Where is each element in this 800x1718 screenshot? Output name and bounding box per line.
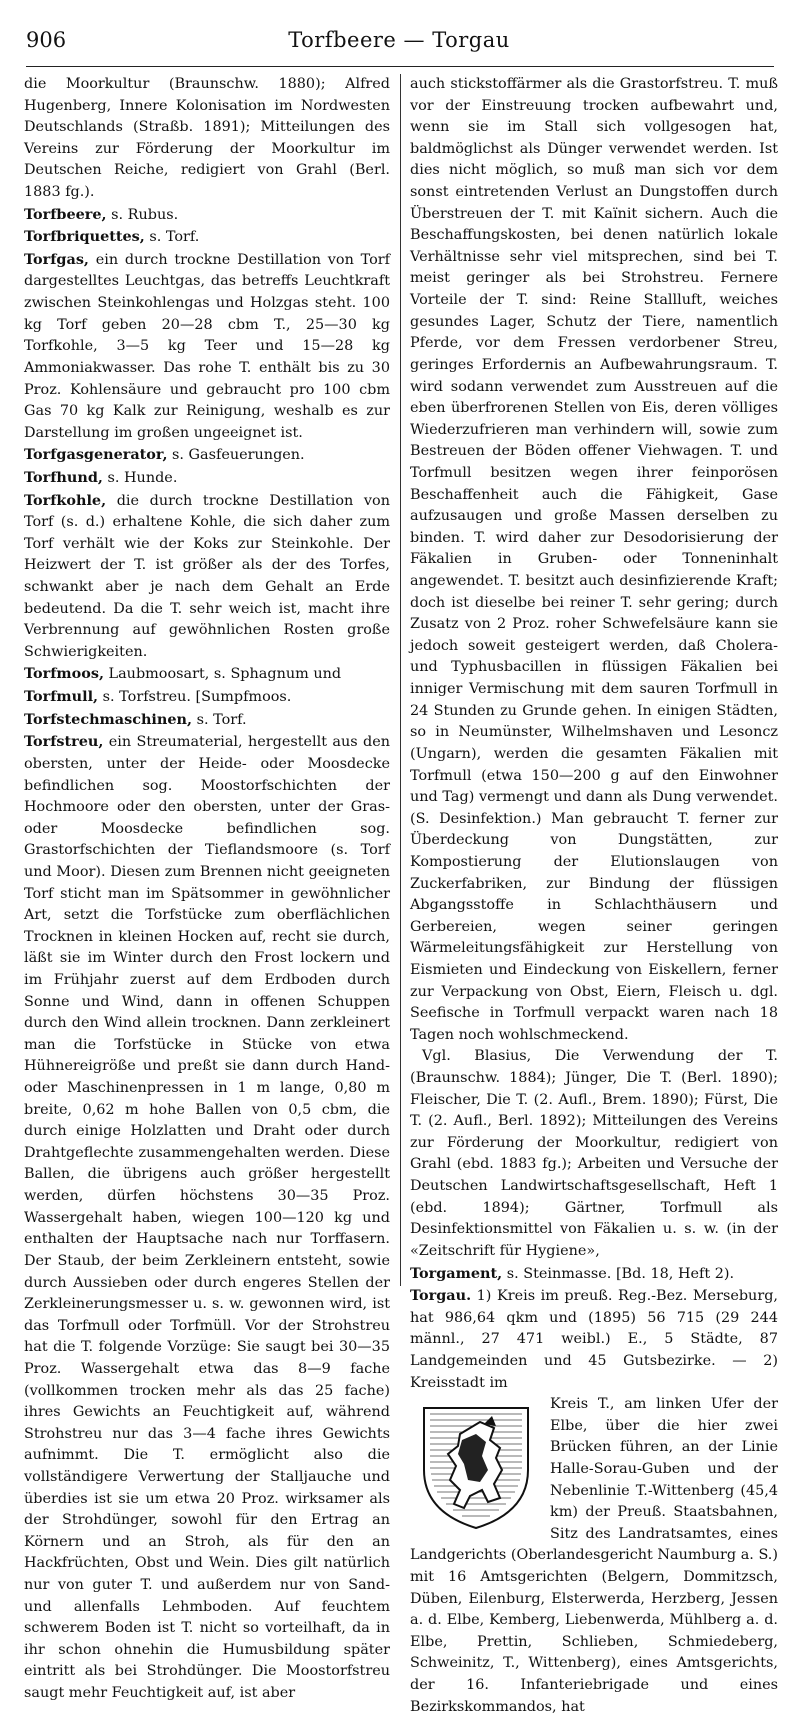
torgau-coat-of-arms-icon [410, 1400, 542, 1532]
entry-text: s. Torfstreu. [Sumpfmoos. [98, 689, 292, 706]
entry-torfbriquettes [24, 226, 390, 249]
entry-torfmoos [24, 663, 390, 686]
entry-torfstreu [24, 731, 390, 1704]
continuation-text: auch stickstoffärmer als die Grastorfstreu. T. muß vor der Einstreuung trocken aufbewahrt und, wenn sie im Stall sich vollgesogen hat, baldmöglichst als Dünger verwendet werden. Ist dies nicht möglich, so muß man sich vor dem sonst eintretenden Verlust an Dungstoffen durch Überstreuen der T. mit Kaïnit sichern. Auch die Beschaffungskosten, bei denen natürlich lokale Verhältnisse sehr viel mitsprechen, sind bei T. meist geringer als bei Strohstreu. Fernere Vorteile der T. sind: Reine Stallluft, weiches gesundes Lager, Schutz der Tiere, namentlich Pferde, vor dem Fressen verdorbener Streu, geringes Erfordernis an Aufbewahrungsraum. T. wird sodann verwendet zum Ausstreuen auf die eben überfrorenen Stellen von Eis, deren völliges Wiederzufrieren man verhindern will, sowie zum Bestreuen der Böden offener Viehwagen. T. und Torfmull besitzen wegen ihrer feinporösen Beschaffenheit auch die Fähigkeit, Gase aufzusaugen und große Massen derselben zu binden. T. wird daher zur Desodorisierung der Fäkalien in Gruben- oder Tonneninhalt angewendet. T. besitzt auch desinfizierende Kraft; doch ist dieselbe bei reiner T. sehr gering; durch Zusatz von 2 Proz. roher Schwefelsäure kann sie jedoch soweit gesteigert werden, daß Cholera- und Typhusbacillen in flüssigen Fäkalien bei inniger Vermischung mit dem sauren Torfmull in 24 Stunden zu Grunde gehen. In einigen Städten, so in Neumünster, Wilhelmshaven und Lesoncz (Ungarn), werden die gesamten Fäkalien mit Torfmull (etwa 150—200 g auf den Einwohner und Tag) vermengt und dann als Dung verwendet. (S. Desinfektion.) Man gebraucht T. ferner zur Überdeckung von Dungstätten, zur Kompostierung der Elutionslaugen von Zuckerfabriken, zur Bindung der flüssigen Abgangsstoffe in Schlachthäusern und Gerbereien, wegen seiner geringen Wärmeleitungsfähigkeit zur Herstellung von Eismieten und Eindeckung von Eiskellern, ferner zur Verpackung von Obst, Eiern, Fleisch u. dgl. Seefische in Torfmull verpackt waren nach 18 Tagen noch wohlschmeckend. [410, 76, 778, 1043]
headword: Torfhund, [24, 468, 103, 486]
entry-torfgas [24, 249, 390, 444]
continuation-text: die Moorkultur (Braunschw. 1880); Alfred Hugenberg, Innere Kolonisation im Nordwesten Deutschlands (Straßb. 1891); Mitteilungen des Vereins zur Förderung der Moorkultur im Deutschen Reiche, redigiert von Grahl (Berl. 1883 fg.). [24, 76, 390, 201]
headword: Torgau. [410, 1287, 472, 1305]
entry-text: ein durch trockne Destillation von Torf dargestelltes Leuchtgas, das betreffs Leuchtkraft zwischen Steinkohlengas und Holzgas steht. 100 kg Torf geben 20—28 cbm T., 25—30 kg Torfkohle, 3—5 kg Teer und 15—28 kg Ammoniakwasser. Das rohe T. enthält bis zu 30 Proz. Kohlensäure und gebraucht pro 100 cbm Gas 70 kg Kalk zur Reinigung, weshalb es zur Darstellung im großen ungeeignet ist. [24, 251, 390, 441]
headword: Torfstreu, [24, 733, 104, 751]
entry-text: s. Torf. [192, 711, 247, 728]
headword: Torfgas, [24, 250, 89, 268]
entry-text: 1) Kreis im preuß. Reg.-Bez. Merseburg, hat 986,64 qkm und (1895) 56 715 (29 244 männl., 27 471 weibl.) E., 5 Städte, 87 Landgemeinden und 45 Gutsbezirke. — 2) Kreisstadt im [410, 1288, 778, 1391]
right-column [410, 74, 778, 1715]
entry-torfgasgenerator [24, 444, 390, 467]
coat-of-arms-svg [410, 1400, 542, 1532]
running-title: Torfbeere — Torgau [288, 28, 510, 52]
entry-text: die durch trockne Destillation von Torf (s. d.) erhaltene Kohle, die sich daher zum Torf verhält wie der Koks zur Steinkohle. Der Heizwert der T. ist größer als der des Torfes, schwankt aber je nach dem Gehalt an Erde bedeutend. Da die T. sehr weich ist, macht ihre Verbrennung auf gewöhnlichen Rosten große Schwierigkeiten. [24, 492, 390, 660]
headword: Torfbeere, [24, 205, 107, 223]
entry-torfstechmaschinen [24, 709, 390, 732]
headword: Torfmull, [24, 688, 99, 706]
headword: Torfmoos, [24, 665, 104, 683]
column-divider [400, 74, 401, 1286]
entry-text: s. Gasfeuerungen. [167, 447, 305, 464]
torgau-continuation: Kreis T., am linken Ufer der Elbe, über die hier zwei Brücken führen, an der Linie Halle-Sorau-Guben und der Nebenlinie T.-Wittenberg (45,4 km) der Preuß. Staatsbahnen, Sitz des Landratsamtes, eines Landgerichts (Oberlandesgericht Naumburg a. S.) mit 16 Amtsgerichten (Belgern, Dommitzsch, Düben, Eilenburg, Elsterwerda, Herzberg, Jessen a. d. Elbe, Kemberg, Liebenwerda, Mühlberg a. d. Elbe, Prettin, Schlieben, Schmiedeberg, Schweinitz, T., Wittenberg), eines Amtsgerichts, der 16. Infanteriebrigade und eines Bezirkskommandos, hat [410, 1396, 778, 1715]
entry-torgament [410, 1263, 778, 1286]
literature-references: Vgl. Blasius, Die Verwendung der T. (Braunschw. 1884); Jünger, Die T. (Berl. 1890); Fleischer, Die T. (2. Aufl., Brem. 1890); Fürst, Die T. (2. Aufl., Berl. 1892); Mitteilungen des Vereins zur Förderung der Moorkultur, redigiert von Grahl (ebd. 1883 fg.); Arbeiten und Versuche der Deutschen Landwirtschaftsgesellschaft, Heft 1 (ebd. 1894); Gärtner, Torfmull als Desinfektionsmittel von Fäkalien u. s. w. (in der «Zeitschrift für Hygiene», [410, 1048, 778, 1259]
entry-torgau [410, 1285, 778, 1394]
page-header [26, 28, 772, 60]
entry-torfmull [24, 686, 390, 709]
entry-torfbeere [24, 204, 390, 227]
entry-text: Laubmoosart, s. Sphagnum und [103, 666, 342, 683]
headword: Torfgasgenerator, [24, 446, 168, 464]
entry-torfhund [24, 467, 390, 490]
entry-text: s. Rubus. [106, 206, 179, 223]
left-column [24, 74, 390, 1702]
entry-text: s. Hunde. [102, 469, 178, 486]
headword: Torfbriquettes, [24, 228, 145, 246]
entry-text: s. Torf. [144, 229, 200, 246]
entry-text: s. Steinmasse. [Bd. 18, Heft 2). [502, 1265, 735, 1282]
headword: Torfstechmaschinen, [24, 710, 192, 728]
entry-torfkohle [24, 490, 390, 664]
header-rule [26, 66, 774, 67]
page-number: 906 [26, 28, 67, 52]
entry-text: ein Streumaterial, hergestellt aus den obersten, unter der Heide- oder Moosdecke befindlichen sog. Moostorfschichten der Hochmoore oder den obersten, unter der Gras- oder Moosdecke befindlichen sog. Grastorfschichten der Tieflandsmoore (s. Torf und Moor). Diesen zum Brennen nicht geeigneten Torf sticht man im Spätsommer in gewöhnlicher Art, setzt die Torfstücke zum oberflächlichen Trocknen in kleinen Hocken auf, recht sie durch, läßt sie im Winter durch den Frost lockern und im Frühjahr zuerst auf dem Erdboden durch Sonne und Wind, dann in offenen Schuppen durch den Wind allein trocknen. Dann zerkleinert man die Torfstücke in Stücke von etwa Hühnereigröße und preßt sie dann durch Hand- oder Maschinenpressen in 1 m lange, 0,80 m breite, 0,62 m hohe Ballen von 0,5 cbm, die durch einige Holzlatten und Draht oder durch Drahtgeflechte zusammengehalten werden. Diese Ballen, die übrigens auch größer hergestellt werden, dürfen höchstens 30—35 Proz. Wassergehalt haben, wiegen 100—120 kg und enthalten der Hauptsache nach nur Torffasern. Der Staub, der beim Zerkleinern entsteht, sowie durch Aussieben oder durch engeres Stellen der Zerkleinerungsmesser u. s. w. gewonnen wird, ist das Torfmull oder Torfmüll. Vor der Strohstreu hat die T. folgende Vorzüge: Sie saugt bei 30—35 Proz. Wassergehalt etwa das 8—9 fache (vollkommen trocken mehr als das 25 fache) ihres Gewichts an Feuchtigkeit auf, während Strohstreu nur das 3—4 fache ihres Gewichts aufnimmt. Die T. ermöglicht also die vollständigere Verwertung der Stalljauche und überdies ist sie um etwa 20 Proz. wirksamer als der Strohdünger, sowohl für den Ertrag an Körnern und an Stroh, als für den an Hackfrüchten, Obst und Wein. Dies gilt natürlich nur von guter T. und außerdem nur von Sand- und allenfalls Lehmboden. Auf feuchtem schwerem Boden ist T. nicht so vorteilhaft, da in ihr schon ohnehin die Humusbildung später eintritt als bei Strohdünger. Die Moostorfstreu saugt mehr Feuchtigkeit auf, ist aber [24, 734, 390, 1702]
headword: Torfkohle, [24, 491, 107, 509]
headword: Torgament, [410, 1264, 503, 1282]
